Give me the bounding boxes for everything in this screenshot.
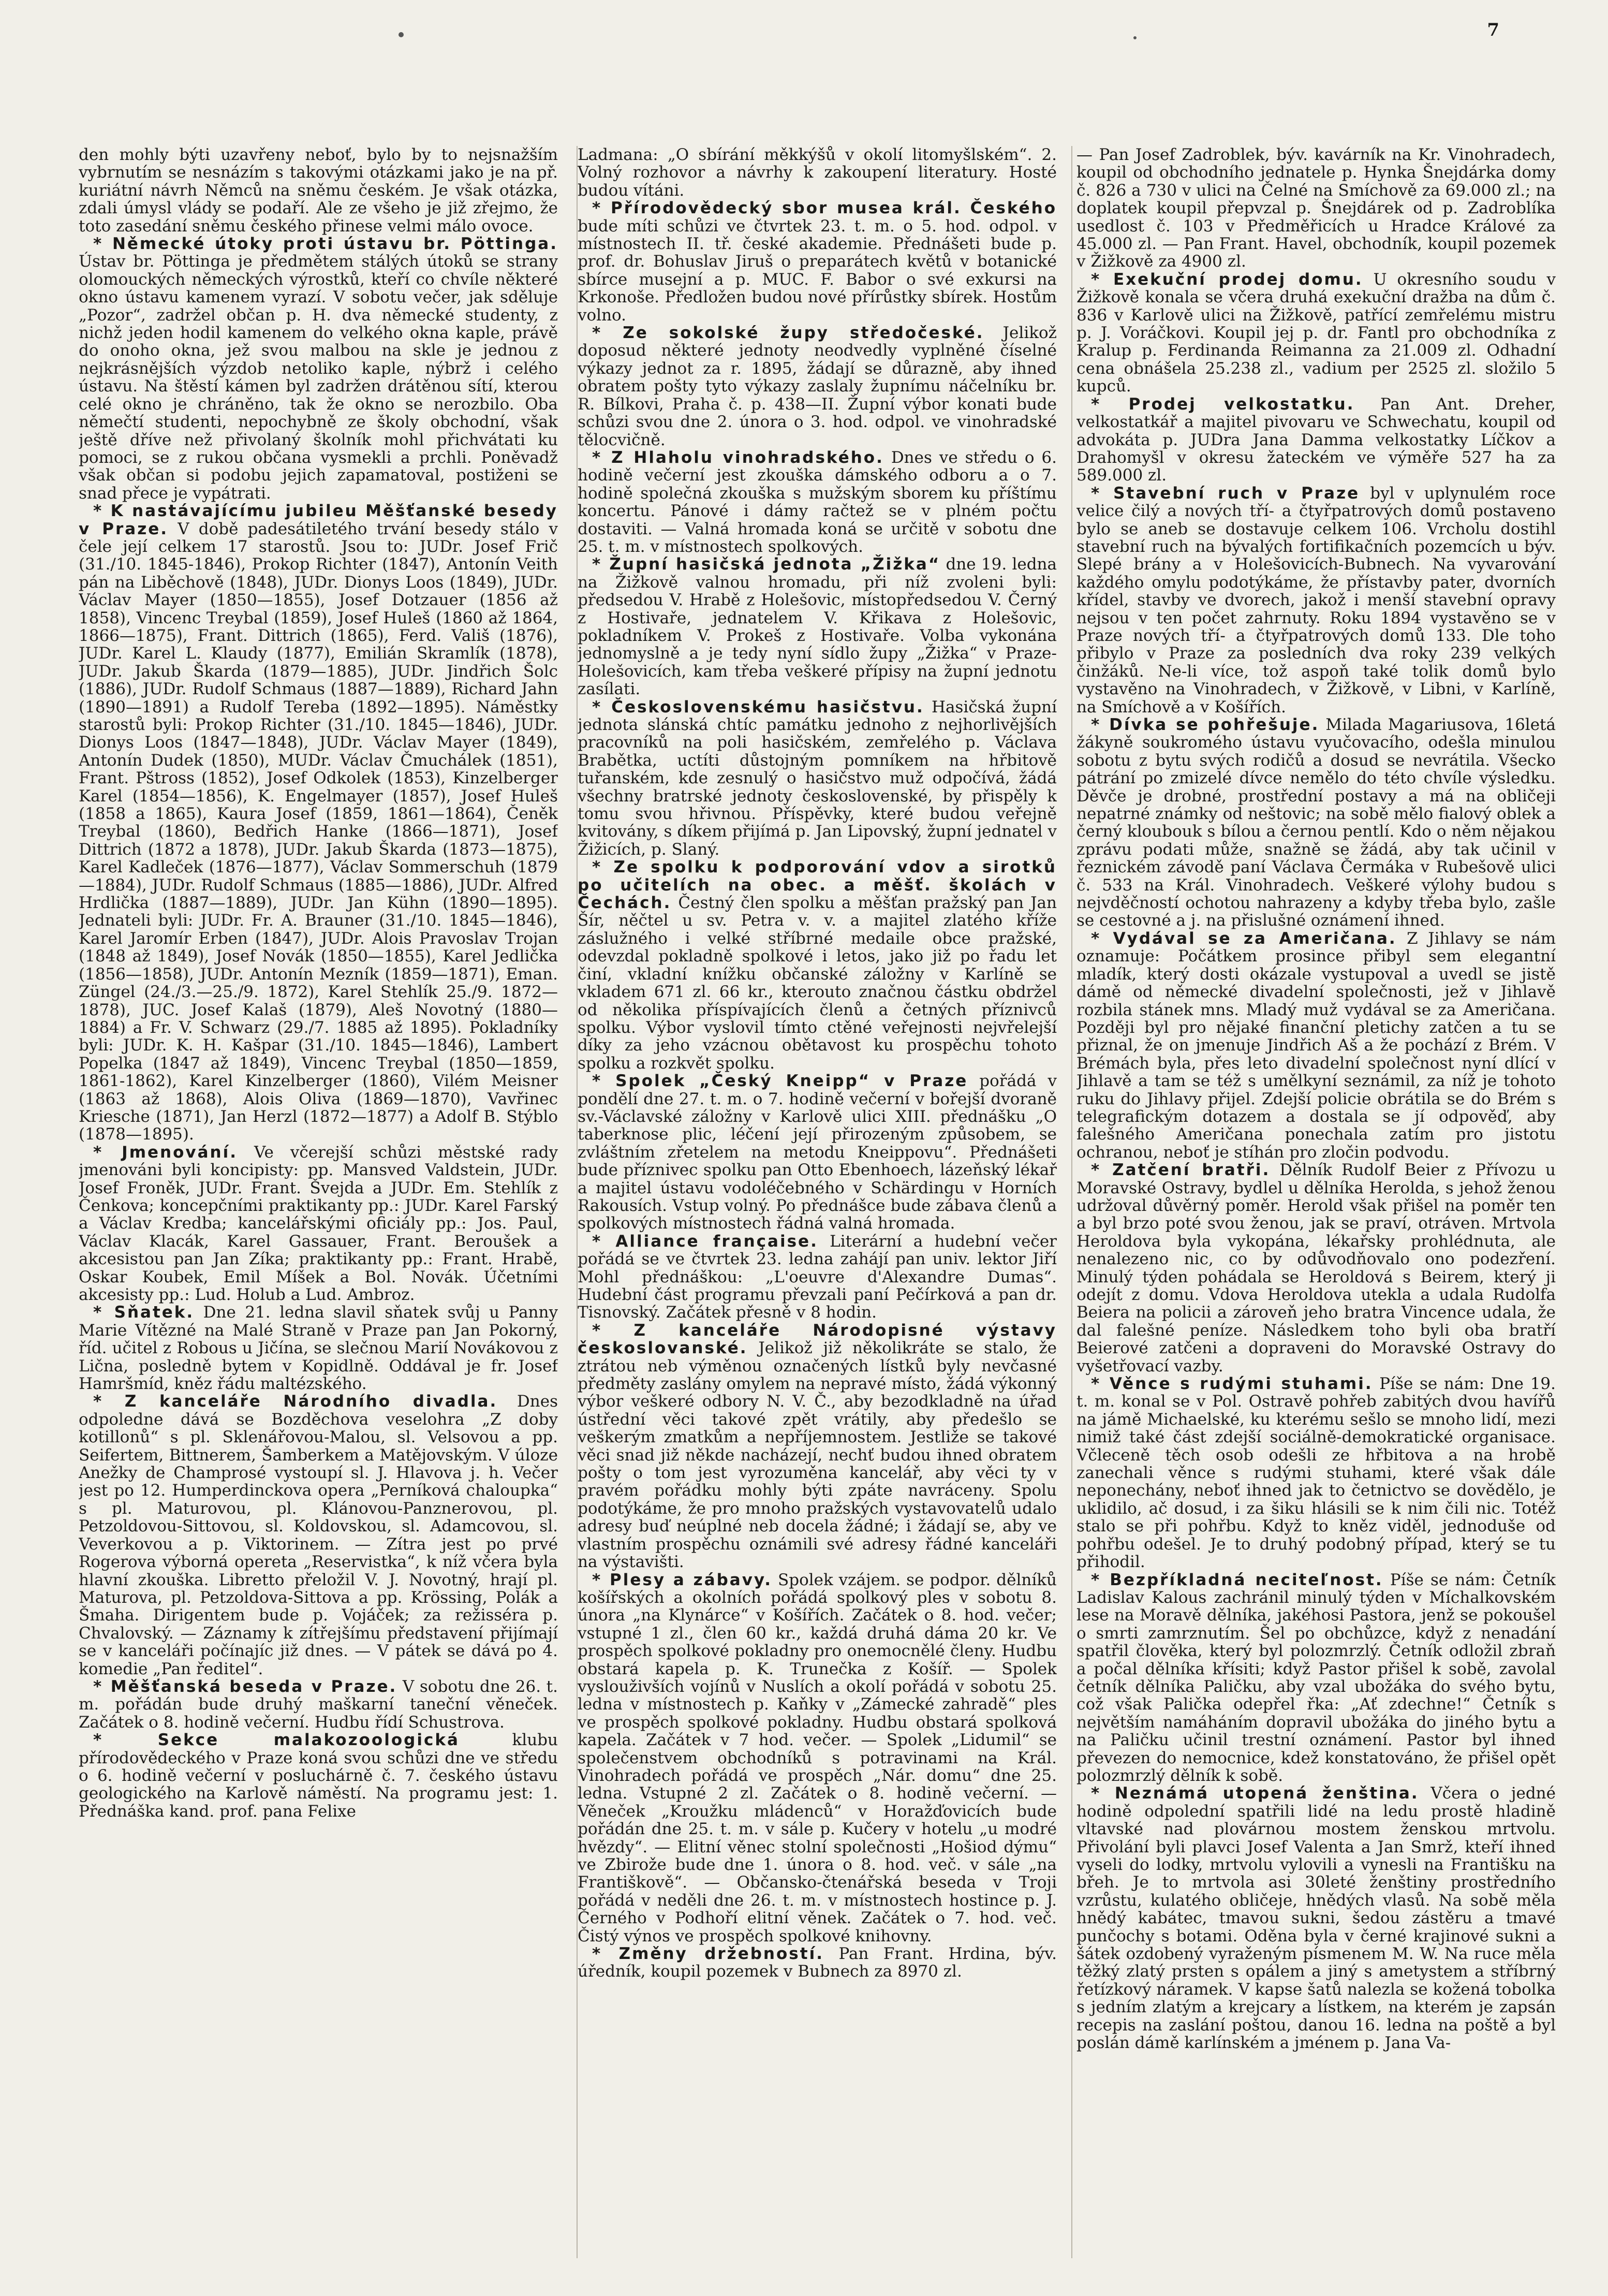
- article-paragraph: [578, 1571, 1057, 1946]
- article-paragraph: [1076, 930, 1556, 1161]
- article-headline: * Neznámá utopená ženština.: [1091, 1784, 1419, 1803]
- article-text: Pan Frant. Hrdina, býv. úředník, koupil pozemek v Bubnech za 8970 zl.: [578, 1944, 1057, 1981]
- article-paragraph: [1076, 485, 1556, 716]
- column-middle: [578, 146, 1057, 2258]
- article-text: pořádá v pondělí dne 27. t. m. o 7. hodině večerní v bořejší dvoraně sv.-Václavské záložny v Karlově ulici XIII. přednášku „O taberknose plic, léčení její přirozeným způsobem, se zvláštním zřetelem na metodu Kneippovu“. Přednášeti bude příznivec spolku pan Otto Ebenhoech, lázeňský lékař a majitel ústavu vodoléčebného v Schärdingu v Horních Rakousích. Vstup volný. Po přednášce bude zábava členů a spolkových místnostech řádná valná hromada.: [578, 1072, 1057, 1233]
- article-text: Spolek vzájem. se podpor. dělníků košířských a okolních pořádá spolkový ples v sobotu 8. února „na Klynárce“ v Košířích. Začátek o 8. hod. večer; vstupné 1 zl., člen 60 kr., každá druhá dáma 20 kr. Ve prospěch spolkové pokladny pro onemocnělé členy. Hudbu obstará kapela p. K. Trunečka z Košíř. — Spolek vyslouživších vojínů v Nuslích a okolí pořádá v sobotu 25. ledna v místnostech p. Kaňky v „Zámecké zahradě“ ples ve prospěch spolkové pokladny. Hudbu obstará spolková kapela. Začátek v 7 hod. večer. — Spolek „Lidumil“ se společenstvem obchodníků s potravinami na Král. Vinohradech pořádá ve prospěch „Nár. domu“ dne 25. ledna. Vstupné 2 zl. Začátek o 8. hodině večerní. — Věneček „Kroužku mládenců“ v Horažďovicích bude pořádán dne 25. t. m. v sále p. Kučery v hotelu „u modré hvězdy“. — Elitní věnec stolní společnosti „Hošiod dýmu“ ve Zbirože bude dne 1. února o 8. hod. več. v sále „na Františkově“. — Občansko-čtenářská beseda v Troji pořádá v neděli dne 26. t. m. v místnostech hostince p. J. Černého v Podhoří elitní věnek. Začátek o 7. hod. več. Čistý výnos ve prospěch spolkové knihovny.: [578, 1570, 1057, 1946]
- article-text: dne 19. ledna na Žižkově valnou hromadu, při níž zvoleni byli: předsedou V. Hrabě z Holešovic, místopředsedou V. Černý z Hostivaře, jednatelem V. Křikava z Holešovic, pokladníkem V. Prokeš z Hostivaře. Volba vykonána jednomyslně a je tedy nyní sídlo župy „Žižka“ v Praze-Holešovicích, kam třeba veškeré přípisy na župní jednotu zasílati.: [578, 555, 1057, 699]
- article-headline: * Stavební ruch v Praze: [1091, 484, 1360, 503]
- article-paragraph: [79, 1393, 558, 1678]
- article-paragraph: [1076, 271, 1556, 396]
- article-headline: * Jmenování.: [93, 1143, 238, 1162]
- article-text: Dnes odpoledne dává se Bozděchova veselohra „Z doby kotillonů“ s pl. Sklenářovou-Malou, sl. Velsovou a pp. Seifertem, Bittnerem, Šamberkem a Matějovským. V úloze Anežky de Champrosé vystoupí sl. J. Hlavova j. h. Večer jest po 12. Humperdinckova opera „Perníková chaloupka“ s pl. Maturovou, pl. Klánovou-Panznerovou, pl. Petzoldovou-Sittovou, sl. Koldovskou, sl. Adamcovou, sl. Veverkovou a p. Viktorinem. — Zítra jest po prvé Rogerova výborná opereta „Reservistka“, k níž včera byla hlavní zkouška. Libretto přeložil V. J. Novotný, hrají pl. Maturova, pl. Petzoldova-Sittova a pp. Krössing, Polák a Šmaha. Dirigentem bude p. Vojáček; za režisséra p. Chvalovský. — Záznamy k zítřejšímu představení přijímají se v kanceláři počínajíc již dnes. — V pátek se dává po 4. komedie „Pan ředitel“.: [79, 1392, 558, 1678]
- article-headline: * Bezpříkladná neciteľnost.: [1091, 1570, 1383, 1589]
- article-headline: * Exekuční prodej domu.: [1091, 270, 1363, 289]
- article-paragraph: [578, 1945, 1057, 1981]
- article-paragraph: [578, 449, 1057, 555]
- article-headline: * Alliance française.: [592, 1232, 818, 1251]
- article-headline: * Měšťanská beseda v Praze.: [93, 1677, 397, 1696]
- article-paragraph: [578, 698, 1057, 859]
- article-paragraph: [1076, 146, 1556, 271]
- article-text: byl v uplynulém roce velice čilý a nových tří- a čtyřpatrových domů postaveno bylo se aneb se dostavuje celkem 106. Vrcholu dostihl stavební ruch na bývalých fortifikačních pozemcích u býv. Slepé brány a v Holešovicích-Bubnech. Na vyvarování každého omylu podotýkáme, že přístavby pater, dvorních křídel, stavby ve dvorech, jakož i menší stavební opravy nejsou v ten počet zahrnuty. Roku 1894 vystavěno se v Praze nových tří- a čtyřpatrových domů 133. Dle toho přibylo v Praze za posledních dva roky 239 velkých činžáků. Ne-li více, tož aspoň také tolik domů bylo vystavěno na Vinohradech, v Žižkově, v Libni, v Karlíně, na Smíchově a v Košířích.: [1076, 484, 1556, 716]
- article-headline: * Ze spolku k podporování vdov a sirotků po učitelích na obec. a měšť. školách v Čechách.: [578, 858, 1057, 913]
- article-paragraph: [79, 502, 558, 1144]
- article-text: Ústav br. Pöttinga je předmětem stálých útoků se strany olomouckých německých výrostků, kteří co chvíle některé okno ústavu kamenem vyrazí. V sobotu večer, jak sděluje „Pozor“, zadržel občan p. H. dva německé studenty, z nichž jeden hodil kamenem do velkého okna kaple, právě do onoho okna, jež svou malbou na skle je jednou z nejkrásnějších výzdob netoliko kaple, nýbrž i celého ústavu. Na štěstí kámen byl zadržen drátěnou sítí, kterou celé okno je chráněno, tak že okno se nerozbilo. Oba němečtí studenti, nepochybně ze školy obchodní, však ještě dříve než přivolaný školník mohl přichvátati ku pomoci, se z rukou občana vysmekli a prchli. Poněvadž však občan si podobu jejich zapamatoval, postiženi se snad přece je vypátrati.: [79, 252, 558, 503]
- article-text: Literární a hudební večer pořádá se ve čtvrtek 23. ledna zahájí pan univ. lektor Jiří Mohl přednáškou: „L'oeuvre d'Alexandre Dumas“. Hudební část programu převzali paní Pečírková a pan dr. Tisnovský. Začátek přesně v 8 hodin.: [578, 1232, 1057, 1322]
- article-paragraph: [1076, 396, 1556, 485]
- article-text: Dnes ve středu o 6. hodině večerní jest zkouška dámského odboru a o 7. hodině společná zkouška s mužským sborem ku příštímu koncertu. Pánové i dámy račtež se v plném počtu dostaviti. — Valná hromada koná se určitě v sobotu dne 25. t. m. v místnostech spolkových.: [578, 448, 1057, 556]
- article-text: Píše se nám: Dne 19. t. m. konal se v Pol. Ostravě pohřeb zabitých dvou havířů na jámě Michaelské, ku kterému sešlo se mnoho lidí, mezi nimiž také část zdejší sociálně-demokratické organisace. Včleceně těch osob odešli ze hřbitova a na hrobě zanechali věnce s rudými stuhami, které však dále neponechány, neboť ihned jak to četnictvo se dovědělo, je uklidilo, ač dosud, i za šiku hlásili se k nim čili nic. Totéž stalo se při pohřbu. Když to kněz viděl, jednoduše od pohřbu odešel. Je to druhý podobný případ, který se tu přihodil.: [1076, 1374, 1556, 1572]
- article-headline: * Z kanceláře Národopisné výstavy českoslovanské.: [578, 1321, 1057, 1358]
- article-text: Jelikož již několikráte se stalo, že ztrátou neb výměnou označených lístků byly nevčasné předměty zaslány omylem na nepravé místo, žádá výkonný výbor veškeré odbory N. V. Č., aby bezodkladně na úřad ústřední věci takové zpět vrátily, aby předešlo se veškerým zmatkům a nepříjemnostem. Jestliže se takové věci snad již někde nacházejí, nechť budou ihned obratem pošty o tom jest vyrozuměna kancelář, aby věci ty v pravém pořádku mohly býti zpáte navráceny. Spolu podotýkáme, že pro mnoho pražských vystavovatelů udalo adresy buď neúplné neb docela žádné; i žádají se, aby ve vlastním prospěchu oznámili své adresy řádné kanceláři na výstavišti.: [578, 1339, 1057, 1572]
- article-headline: * Věnce s rudými stuhami.: [1091, 1374, 1373, 1394]
- article-text: bude míti schůzi ve čtvrtek 23. t. m. o 5. hod. odpol. v místnostech II. tř. české akademie. Přednášeti bude p. prof. dr. Bohuslav Jiruš o preparátech květů v botanické sbírce musejní a p. MUC. F. Babor o své exkursi na Krkonoše. Předložen budou nové přírůstky sbírek. Hostům volno.: [578, 216, 1057, 325]
- article-paragraph: [578, 1233, 1057, 1322]
- article-text: klubu přírodovědeckého v Praze koná svou schůzi dne ve středu o 6. hodině večerní v posluchárně č. 7. českého ústavu geologického na Karlově náměstí. Na programu jest: 1. Přednáška kand. prof. pana Felixe: [79, 1731, 558, 1821]
- article-headline: * Německé útoky proti ústavu br. Pöttinga.: [93, 235, 558, 254]
- article-text: Pan Ant. Dreher, velkostatkář a majitel pivovaru ve Schwechatu, koupil od advokáta p. JUDra Jana Damma velkostatky Líčkov a Drahomyšl v okresu žateckém ve výměře 527 ha za 589.000 zl.: [1076, 394, 1556, 485]
- article-text: Dělník Rudolf Beier z Přívozu u Moravské Ostravy, bydlel u dělníka Herolda, s jehož ženou udržoval důvěrný poměr. Herold však přišel na poměr ten a byl brzo poté svou ženou, jak se praví, otráven. Mrtvola Heroldova byla vykopána, lékařsky prohlédnuta, ale nenalezeno nic, co by odůvodňovalo ono podezření. Minulý týden pohádala se Heroldová s Beirem, který ji odejít z domu. Vdova Heroldova utekla a udala Rudolfa Beiera na policii a zároveň jeho bratra Vincence udala, že dal falešné peníze. Následkem toho byli oba bratří Beierové zatčeni a dopraveni do Moravské Ostravy do vyšetřovací vazby.: [1076, 1161, 1556, 1376]
- article-paragraph: [79, 146, 558, 235]
- article-columns: [79, 146, 1556, 2258]
- scan-dust-mark: [1133, 36, 1137, 39]
- scan-dust-mark: [399, 32, 404, 37]
- article-paragraph: [1076, 716, 1556, 930]
- article-paragraph: [578, 1072, 1057, 1233]
- article-text: Píše se nám: Četník Ladislav Kalous zachránil minulý týden v Míchalkovském lese na Moravě dělníka, jakéhosi Pastora, jenž se pokoušel o smrti zamrznutím. Šel po obchůzce, když z nenadání spatřil člověka, který byl polozmrzlý. Četník odložil zbraň a počal dělníka křísiti; když Pastor přišel k sobě, zavolal četník dělníka Paličku, aby vzal ubožáka do svého bytu, což však Palička odepřel řka: „Ať zdechne!“ Četník s největším namáháním dopravil ubožáka do jiného bytu a na Paličku učinil trestní oznámení. Pastor byl ihned převezen do nemocnice, kdež konstatováno, že přišel opět polozmrzlý dělník k sobě.: [1076, 1570, 1556, 1785]
- article-headline: * Ze sokolské župy středočeské.: [592, 324, 984, 343]
- article-paragraph: [1076, 1785, 1556, 2052]
- article-text: U okresního soudu v Žižkově konala se včera druhá exekuční dražba na dům č. 836 v Karlově ulici na Žižkově, patřící zemřelému mistru p. J. Voráčkovi. Koupil jej p. dr. Fantl pro obchodníka z Kralup p. Ferdinanda Reimanna za 21.009 zl. Odhadní cena obnášela 25.238 zl., vadium per 2525 zl. složilo 5 kupců.: [1076, 270, 1556, 396]
- article-headline: * Československému hasičstvu.: [592, 697, 924, 716]
- article-text: Včera o jedné hodině odpolední spatřili lidé na ledu prostě hladině vltavské nad plovárnou mostem ženskou mrtvolu. Přivolání byli plavci Josef Valenta a Jan Smrž, kteří ihned vyseli do lodky, mrtvolu vylovili a vynesli na Františku na břeh. Je to mrtvola asi 30leté ženštiny prostředního vzrůstu, kulatého obličeje, hnědých vlasů. Na sobě měla hnědý kabátec, tmavou sukni, šedou zástěru a tmavé punčochy s botami. Oděna byla v černé krajinové sukni a šátek ozdobený vyraženým písmenem M. W. Na ruce měla těžký zlatý prsten s opálem a jiný s ametystem a stříbrný řetízkový náramek. V kapse šatů nalezla se kožená tobolka s jedním zlatým a krejcary a lístkem, na kterém je zapsán recepis na zaslání poštou, danou 16. ledna na poště a byl poslán dámě karlínském a jménem p. Jana Va-: [1076, 1784, 1556, 2053]
- article-headline: * Župní hasičská jednota „Žižka“: [592, 555, 941, 574]
- article-paragraph: [1076, 1375, 1556, 1571]
- article-paragraph: [578, 555, 1057, 698]
- article-paragraph: [79, 1731, 558, 1820]
- article-paragraph: [1076, 1161, 1556, 1375]
- article-paragraph: [79, 1678, 558, 1731]
- article-paragraph: [578, 146, 1057, 199]
- article-headline: * Změny držebností.: [592, 1944, 824, 1964]
- article-text: V sobotu dne 26. t. m. pořádán bude druhý maškarní taneční věneček. Začátek o 8. hodině večerní. Hudbu řídí Schustrova.: [79, 1677, 558, 1732]
- article-headline: * Spolek „Český Kneipp“ v Praze: [592, 1072, 968, 1091]
- article-text: Ve včerejší schůzi městské rady jmenováni byli koncipisty: pp. Mansved Valdstein, JUDr. Josef Froněk, JUDr. Frant. Švejda a JUDr. Em. Stehlík z Čenkova; koncepčními praktikanty pp.: JUDr. Karel Farský a Václav Kredba; kancelářskými oficiály pp.: Jos. Paul, Václav Klacák, Karel Gassauer, Frant. Beroušek a akcesistou pan Jan Zíka; praktikanty pp.: Frant. Hrabě, Oskar Koubek, Emil Míšek a Bol. Novák. Účetními akcesisty pp.: Lud. Holub a Lud. Ambroz.: [79, 1143, 558, 1304]
- article-paragraph: [79, 1304, 558, 1393]
- article-paragraph: [578, 324, 1057, 449]
- article-paragraph: [578, 1322, 1057, 1571]
- article-text: — Pan Josef Zadroblek, býv. kavárník na Kr. Vinohradech, koupil od obchodního jednatele p. Hynka Šnejdárka domy č. 826 a 730 v ulici na Čelné na Smíchově za 69.000 zl.; na doplatek koupil přepvzal p. Šnejdárek od p. Zadroblíka usedlost č. 103 v Předměřicích u Hradce Králové za 45.000 zl. — Pan Frant. Havel, obchodník, koupil pozemek v Žižkově za 4900 zl.: [1076, 146, 1556, 271]
- article-headline: * Vydával se za Američana.: [1091, 929, 1397, 948]
- article-text: Ladmana: „O sbírání měkkýšů v okolí litomyšlském“. 2. Volný rozhovor a návrhy k zakoupení literatury. Hosté budou vítáni.: [578, 146, 1057, 200]
- article-text: Dne 21. ledna slavil sňatek svůj u Panny Marie Vítězné na Malé Straně v Praze pan Jan Pokorný, říd. učitel z Robous u Jičína, se slečnou Marií Novákovou z Lična, posledně bytem v Kopidlně. Oddával je fr. Josef Hamršmíd, kněz řádu maltézského.: [79, 1303, 558, 1394]
- article-paragraph: [1076, 1571, 1556, 1785]
- article-text: Z Jihlavy se nám oznamuje: Počátkem prosince přibyl sem elegantní mladík, který dosti okázale vystupoval a uvedl se jistě dámě od německé divadelní společnosti, jež v Jihlavě rozbila stánek mns. Mladý muž vydával se za Američana. Později byl pro nějaké finanční pletichy zatčen a tu se přiznal, že on jmenuje Jindřich Aš a že pochází z Brém. V Brémách byla, přes leto divadelní společnost nyní dlící v Jihlavě a tam se též s umělkyní seznámil, za níž je tohoto ruku do Jihlavy přijel. Zdejší policie obrátila se do Brém s telegrafickým dotazem a dostala se jí odpověď, aby falešného Američana ponechala zatím pro jistotu ochranou, neboť je stíhán pro zločin podvodu.: [1076, 929, 1556, 1162]
- column-left: [79, 146, 558, 2258]
- page-number: 7: [1487, 20, 1499, 40]
- article-text: Čestný člen spolku a měšťan pražský pan Jan Šír, něčtel u sv. Petra v. v. a majitel zlatého kříže záslužného i velké stříbrné medaile obce pražské, odevzdal pokladně spolkové i letos, jako již po řadu let činí, vkladní knížku občanské záložny v Karlíně se vkladem 671 zl. 66 kr., kterouto značnou částku obdržel od několika příspívajících členů a četných příznivců spolku. Výbor vyslovil tímto ctěné veřejnosti nejvřelejší díky za jeho vzácnou obětavost ku prospěchu tohoto spolku a rozkvět spolku.: [578, 894, 1057, 1073]
- column-right: [1076, 146, 1556, 2258]
- article-headline: * Přírodovědecký sbor musea král. Českého: [592, 199, 1057, 218]
- article-paragraph: [578, 199, 1057, 324]
- article-headline: * Z kanceláře Národního divadla.: [93, 1392, 498, 1411]
- article-text: Jelikož doposud některé jednoty neodvedly vyplněné číselné výkazy jednot za r. 1895, žádají se důrazně, aby ihned obratem pošty tyto výkazy zaslaly župnímu náčelníku br. R. Bílkovi, Praha č. p. 438—II. Župní výbor konati bude schůzi svou dne 2. února o 3. hod. odpol. ve vinohradské tělocvičně.: [578, 324, 1057, 449]
- article-headline: * Plesy a zábavy.: [592, 1570, 773, 1589]
- article-headline: * Zatčení bratři.: [1091, 1161, 1271, 1180]
- article-text: Milada Magariusova, 16letá žákyně soukromého ústavu vyučovacího, odešla minulou sobotu z bytu svých rodičů a dosud se nevrátila. Všecko pátrání po zmizelé dívce nemělo do této chvíle výsledku. Děvče je drobné, prostřední postavy a má na obličeji nepatrné známky od neštovic; na sobě mělo fialový oblek a černý kloubouk s bílou a černou pentlí. Kdo o něm nějakou zprávu podati může, snažně se žádá, aby tak učinil v řeznickém závodě paní Václava Čermáka v Rubešově ulici č. 533 na Král. Vinohradech. Veškeré výlohy budou s nejvděčností ochotou nahrazeny a kdyby třeba bylo, zašle se cestovné a j. na přislušné oznámení ihned.: [1076, 715, 1556, 930]
- article-headline: * Sňatek.: [93, 1303, 195, 1322]
- article-paragraph: [578, 858, 1057, 1072]
- article-headline: * K nastávajícímu jubileu Měšťanské besedy v Praze.: [79, 502, 558, 538]
- article-paragraph: [79, 235, 558, 502]
- article-paragraph: [79, 1144, 558, 1304]
- article-text: den mohly býti uzavřeny neboť, bylo by to nejsnažším vybrnutím se nesnázím s takovými otázkami jako je na př. kuriátní návrh Němců na sněmu českém. Je však otázka, zdali úmysl vlády se podaří. Ale ze všeho je již zřejmo, že toto zasedání sněmu českého přinese velmi málo ovoce.: [79, 146, 558, 236]
- article-headline: * Sekce malakozoologická: [93, 1731, 460, 1750]
- article-text: V době padesátiletého trvání besedy stálo v čele její celkem 17 starostů. Jsou to: JUDr. Josef Frič (31./10. 1845-1846), Prokop Richter (1847), Antonín Veith pán na Liběchově (1848), JUDr. Dionys Loos (1849), JUDr. Václav Mayer (1850—1855), Josef Dotzauer (1856 až 1858), Vincenc Treybal (1859), Josef Huleš (1860 až 1864, 1866—1875), Frant. Dittrich (1865), Ferd. Vališ (1876), JUDr. Karel L. Klaudy (1877), Emilián Skramlík (1878), JUDr. Jakub Škarda (1879—1885), JUDr. Jindřich Šolc (1886), JUDr. Rudolf Schmaus (1887—1889), Richard Jahn (1890—1891) a Rudolf Tereba (1892—1895). Náměstky starostů byli: Prokop Richter (31./10. 1845—1846), JUDr. Dionys Loos (1847—1848), JUDr. Václav Mayer (1849), Antonín Dudek (1850), MUDr. Václav Čmuchálek (1851), Frant. Pštross (1852), Josef Odkolek (1853), Kinzelberger Karel (1854—1856), K. Engelmayer (1857), Josef Huleš (1858 a 1865), Kaura Josef (1859, 1861—1864), Čeněk Treybal (1860), Bedřich Hanke (1866—1871), Josef Dittrich (1872 a 1878), JUDr. Jakub Škarda (1873—1875), Karel Kadleček (1876—1877), Václav Sommerschuh (1879—1884), JUDr. Rudolf Schmaus (1885—1886), JUDr. Alfred Hrdlička (1887—1889), JUDr. Jan Kühn (1890—1895). Jednateli byli: JUDr. Fr. A. Brauner (31./10. 1845—1846), Karel Jaromír Erben (1847), JUDr. Alois Pravoslav Trojan (1848 až 1849), Josef Novák (1850—1855), Karel Jedlička (1856—1858), JUDr. Antonín Mezník (1859—1871), Eman. Züngel (24./3.—25./9. 1872), Karel Stehlík 25./9. 1872—1878), JUC. Josef Kalaš (1879), Aleš Novotný (1880—1884) a Fr. V. Schwarz (29./7. 1885 až 1895). Pokladníky byli: JUDr. K. H. Kašpar (31./10. 1845—1846), Lambert Popelka (1847 až 1849), Vincenc Treybal (1850—1859, 1861-1862), Karel Kinzelberger (1860), Vilém Meisner (1863 až 1868), Alois Oliva (1869—1870), Vavřinec Kriesche (1871), Jan Herzl (1872—1877) a Adolf B. Stýblo (1878—1895).: [79, 519, 558, 1144]
- article-headline: * Prodej velkostatku.: [1091, 394, 1355, 414]
- article-headline: * Dívka se pohřešuje.: [1091, 715, 1320, 734]
- article-headline: * Z Hlaholu vinohradského.: [592, 448, 884, 467]
- article-text: Hasičská župní jednota slánská chtíc památku jednoho z nejhorlivějších pracovníků na poli hasičském, zemřelého p. Václava Brabětka, uctíti důstojným pomníkem na hřbitově tuřanském, kde zesnulý o hasičstvo muž odpočívá, žádá všechny bratrské jednoty československé, by přispěly k tomu svou hřivnou. Příspěvky, které budou veřejně kvitovány, s díkem přijímá p. Jan Lipovský, župní jednatel v Žižicích, p. Slaný.: [578, 697, 1057, 859]
